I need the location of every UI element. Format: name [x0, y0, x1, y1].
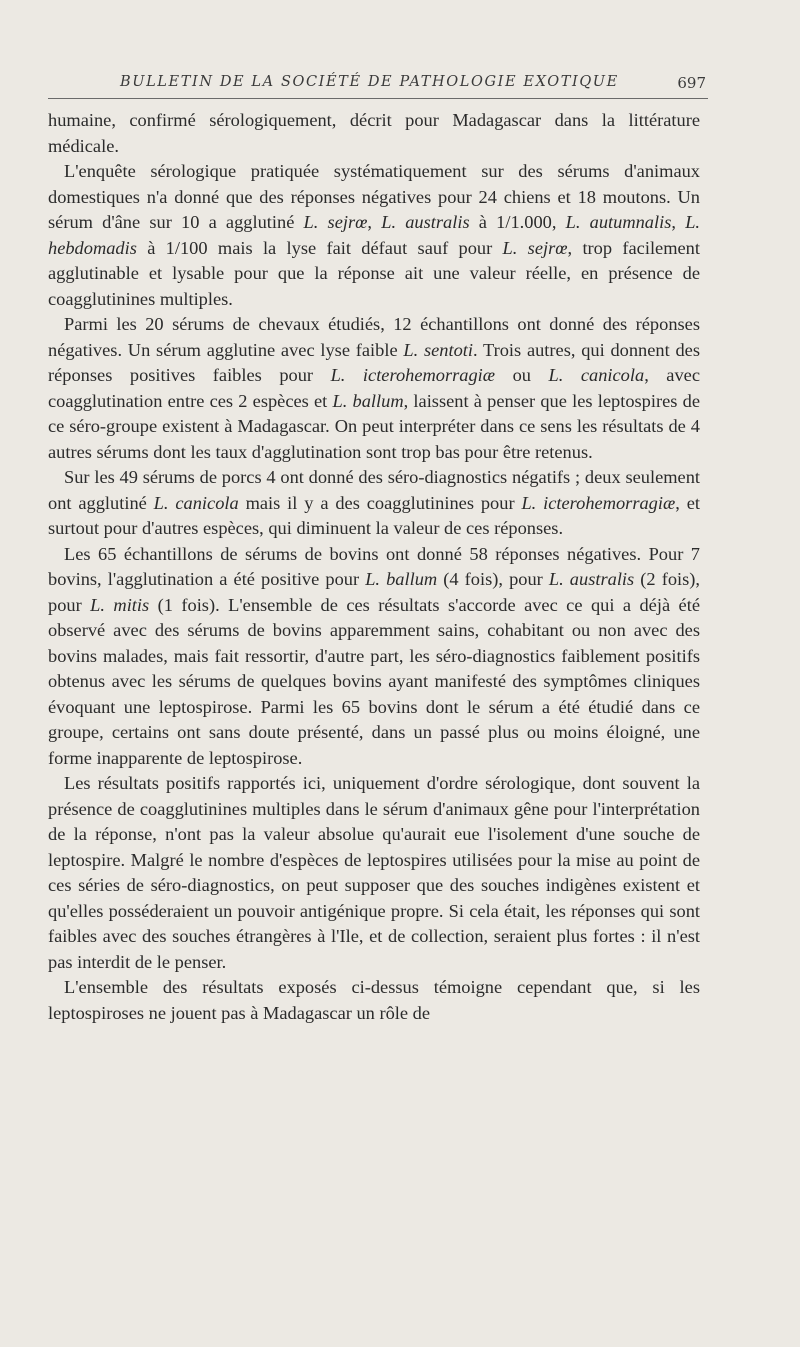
species-name: L. canicola: [153, 492, 239, 513]
species-name: L. icterohemorragiæ: [330, 365, 496, 385]
species-name: L. australis: [548, 569, 635, 589]
species-name: L. australis: [381, 212, 470, 232]
species-name: L. sejrœ: [502, 237, 568, 258]
running-header: [48, 72, 708, 99]
species-name: L. ballum: [365, 569, 438, 589]
species-name: L. mitis: [90, 594, 150, 615]
paragraph: L'enquête sérologique pratiquée systématiquement sur des sérums d'animaux domestiques n'a donné que des réponses négatives pour 24 chiens et 18 moutons. Un sérum d'âne sur 10 a agglutiné L. sejrœ, L. australis à 1/1.000, L. autumnalis, L. hebdomadis à 1/100 mais la lyse fait défaut sauf pour L. sejrœ, trop facilement agglutinable et lysable pour que la réponse ait une valeur réelle, en présence de coagglutinines multiples.: [48, 161, 701, 309]
running-title: BULLETIN DE LA SOCIÉTÉ DE PATHOLOGIE EXOTIQUE: [120, 74, 619, 90]
species-name: L. autumnalis: [565, 212, 672, 232]
paragraph: Sur les 49 sérums de porcs 4 ont donné des séro-diagnostics négatifs ; deux seulement ont agglutiné L. canicola mais il y a des coagglutinines pour L. icterohemorragiæ, et surtout pour d'autres espèces, qui diminuent la valeur de ces réponses.: [48, 467, 701, 538]
species-name: L. icterohemorragiæ: [521, 492, 676, 513]
paragraph: L'ensemble des résultats exposés ci-dessus témoigne cependant que, si les leptospiroses ne jouent pas à Madagascar un rôle de: [48, 977, 700, 1023]
species-name: L. hebdomadis: [48, 212, 701, 258]
body-text: [48, 108, 700, 1026]
page-number: 697: [677, 74, 706, 92]
paragraph: Parmi les 20 sérums de chevaux étudiés, 12 échantillons ont donné des réponses négatives. Un sérum agglutine avec lyse faible L. sentoti. Trois autres, qui donnent des réponses positives faibles pour L. icterohemorragiæ ou L. canicola, avec coagglutination entre ces 2 espèces et L. ballum, laissent à penser que les leptospires de ce séro-groupe existent à Madagascar. On peut interpréter dans ce sens les résultats de 4 autres sérums dont les taux d'agglutination sont trop bas pour être retenus.: [48, 314, 700, 462]
species-name: L. ballum: [332, 390, 404, 411]
species-name: L. sejrœ: [303, 212, 368, 232]
paragraph: Les résultats positifs rapportés ici, uniquement d'ordre sérologique, dont souvent la présence de coagglutinines multiples dans le sérum d'animaux gêne pour l'interprétation de la réponse, n'ont pas la valeur absolue qu'aurait eue l'isolement d'une souche de leptospire. Malgré le nombre d'espèces de leptospires utilisées pour la mise au point de ces séries de séro-diagnostics, on peut supposer que des souches indigènes existent et qu'elles posséderaient un pouvoir antigénique propre. Si cela était, les réponses qui sont faibles avec des souches étrangères à l'Ile, et de collection, seraient plus fortes : il n'est pas interdit de le penser.: [48, 773, 700, 972]
paragraph: humaine, confirmé sérologiquement, décrit pour Madagascar dans la littérature médicale.: [48, 110, 700, 156]
species-name: L. sentoti: [403, 339, 473, 360]
species-name: L. canicola: [548, 365, 645, 385]
paragraph: Les 65 échantillons de sérums de bovins ont donné 58 réponses négatives. Pour 7 bovins, l'agglutination a été positive pour L. ballum (4 fois), pour L. australis (2 fois), pour L. mitis (1 fois). L'ensemble de ces résultats s'accorde avec ce qui a déjà été observé avec des sérums de bovins apparemment sains, cohabitant ou non avec des bovins malades, mais fait ressortir, d'autre part, les séro-diagnostics faiblement positifs obtenus avec les sérums de quelques bovins ayant manifesté des symptômes cliniques évoquant une leptospirose. Parmi les 65 bovins dont le sérum a été étudié dans ce groupe, certains ont sans doute présenté, dans un passé plus ou moins éloigné, une forme inapparente de leptospirose.: [48, 543, 701, 768]
